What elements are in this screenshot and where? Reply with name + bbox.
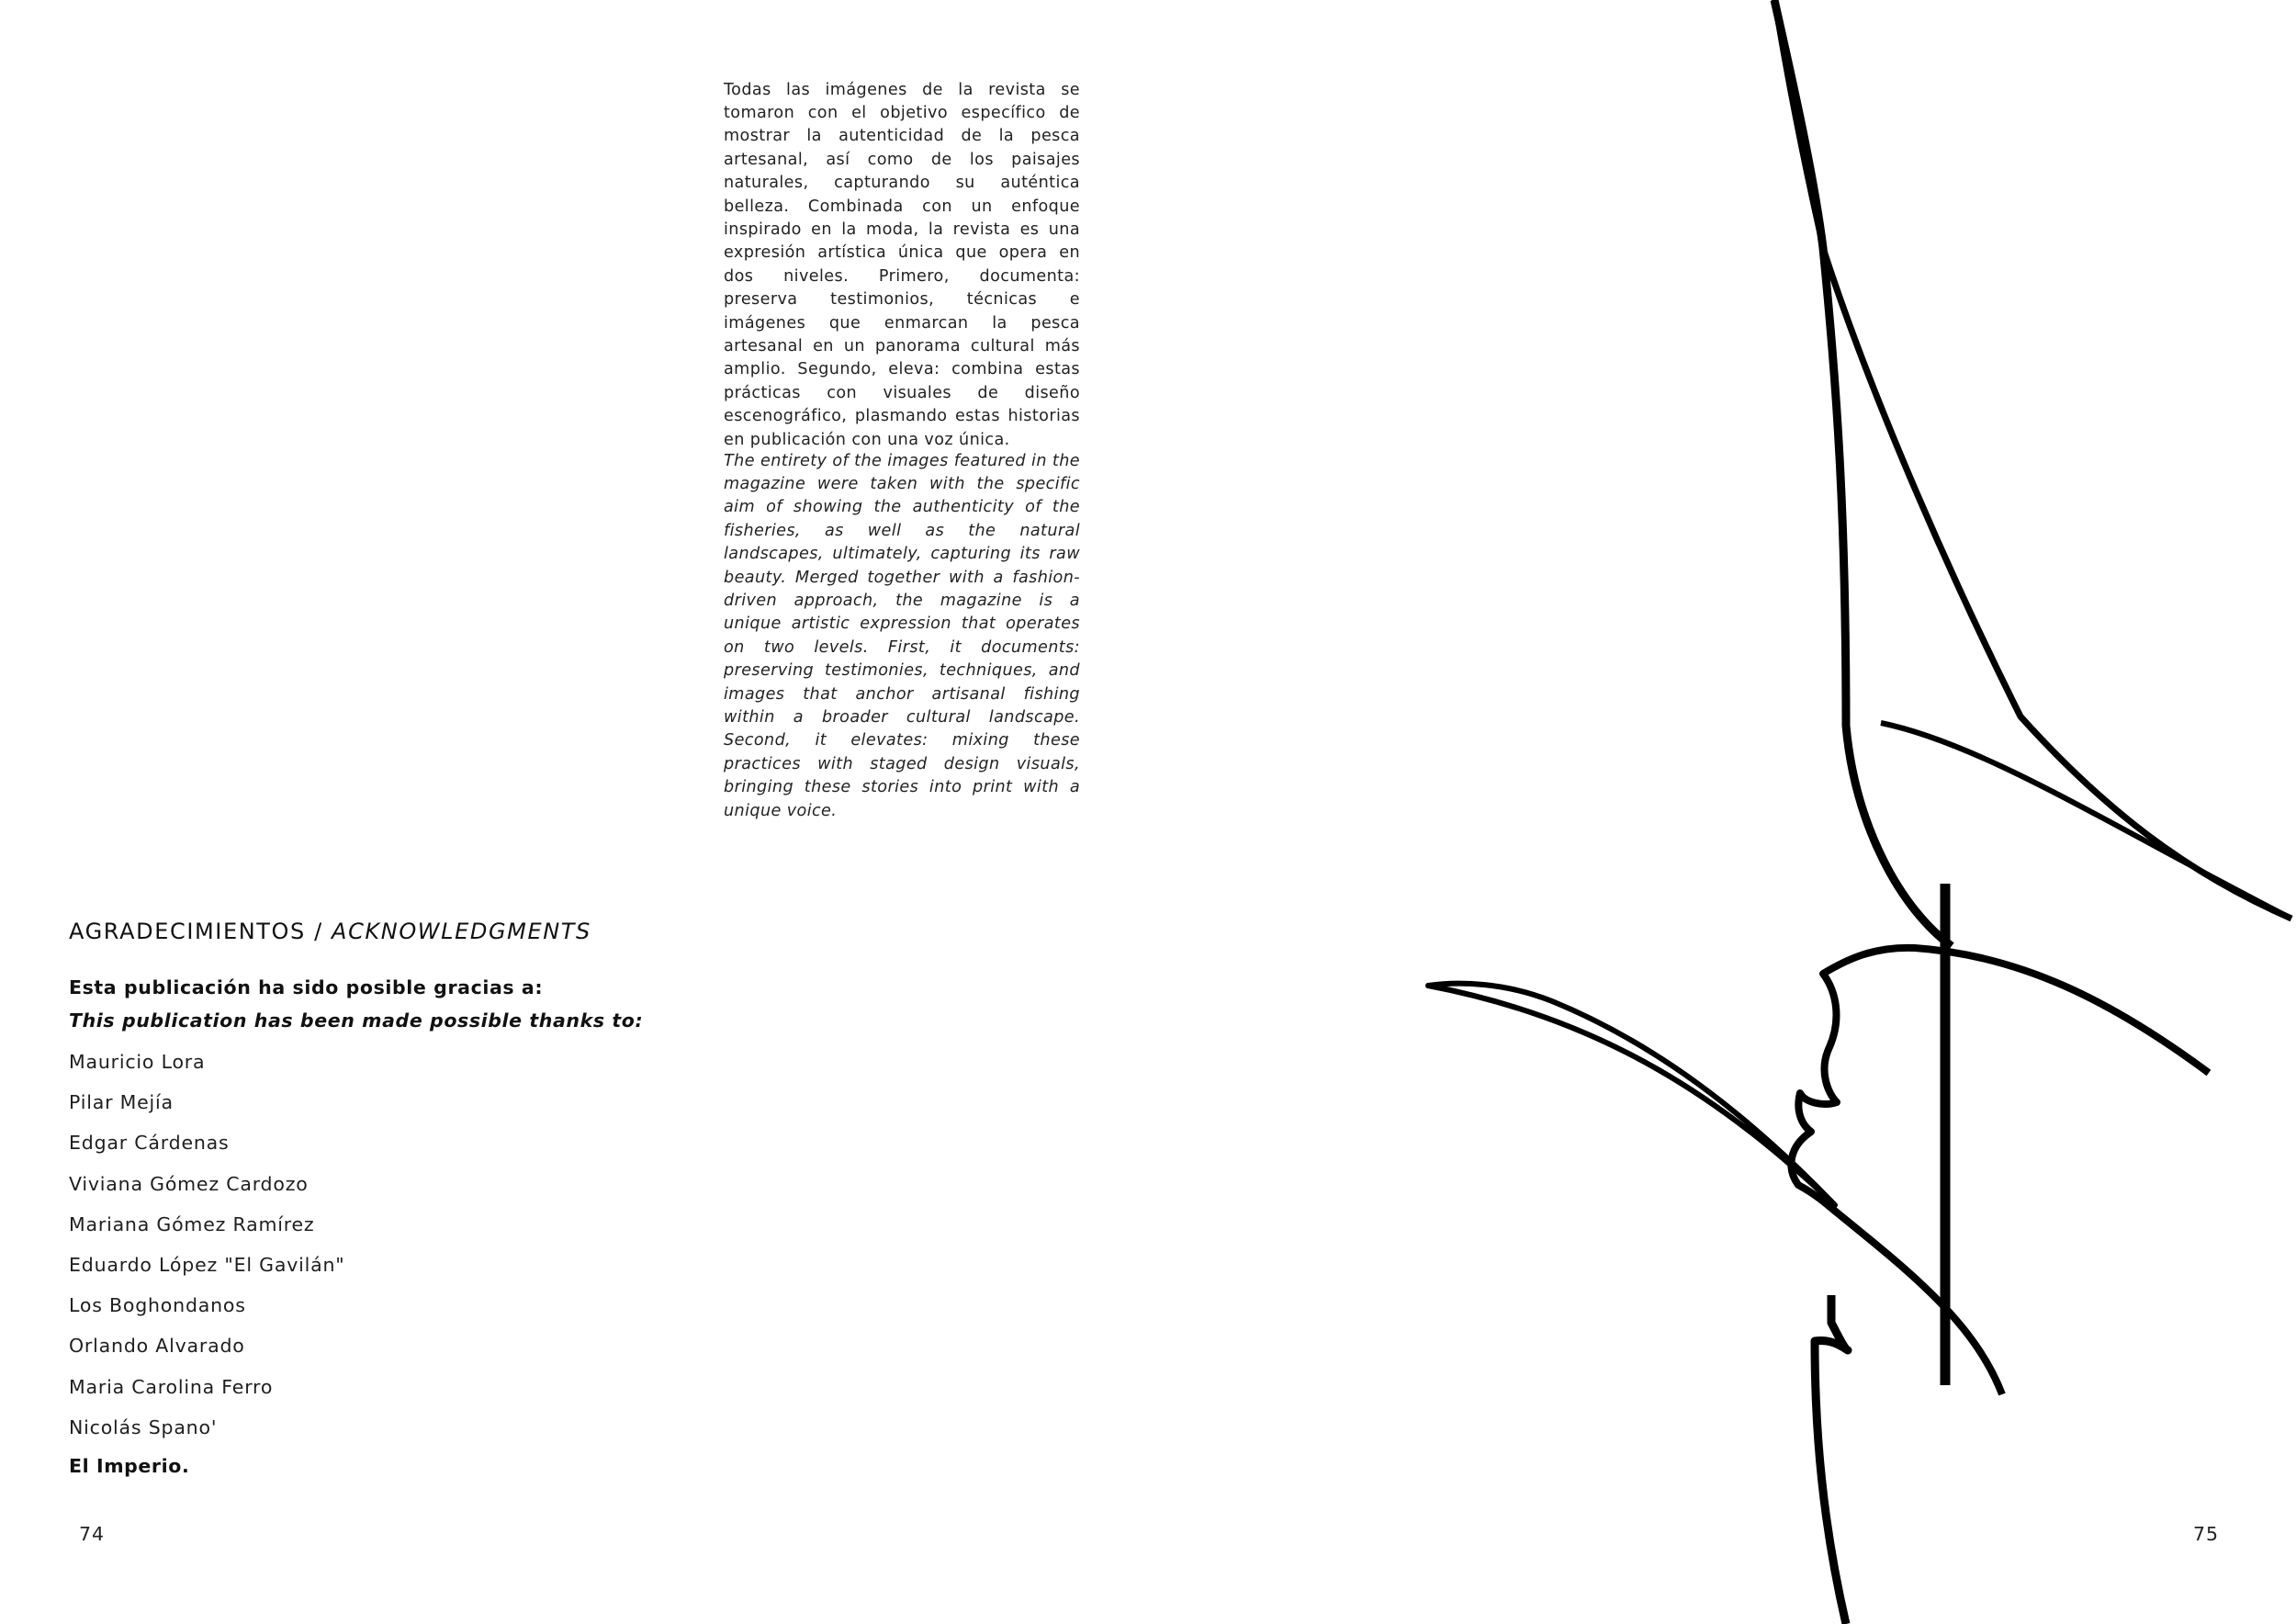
list-item: Viviana Gómez Cardozo [69, 1172, 309, 1195]
title-english: ACKNOWLEDGMENTS [332, 919, 591, 944]
lead-spanish: Esta publicación ha sido posible gracias a: [69, 976, 544, 998]
page-number-right: 75 [2193, 1523, 2220, 1545]
lead-english: This publication has been made possible thanks to: [69, 1009, 644, 1032]
list-item: Eduardo López "El Gavilán" [69, 1254, 345, 1277]
names-list [69, 1042, 712, 1448]
closing-line: El Imperio. [69, 1455, 190, 1478]
illustration-top-wedge [1774, 0, 1823, 248]
line-illustration [1378, 0, 2296, 1624]
list-item: Los Boghondanos [69, 1294, 246, 1317]
page-number-left: 74 [79, 1523, 106, 1545]
list-item: Maria Carolina Ferro [69, 1375, 274, 1398]
acknowledgments-title [69, 919, 712, 944]
illustration-left-feather [1428, 984, 1835, 1205]
acknowledgments-section [69, 919, 712, 1484]
illustration-diagonal-stroke [1823, 248, 2291, 919]
intro-text-spanish: Todas las imágenes de la revista se tomaron con el objetivo específico de mostrar la autenticidad de la pesca artesanal, así como de los paisajes naturales, capturando su auténtica belleza. Combinada con un enfoque inspirado en la moda, la revista es una expresión artística única que opera en dos niveles. Primero, documenta: preserva testimonios, técnicas e imágenes que enmarcan la pesca artesanal en un panorama cultural más amplio. Segundo, eleva: combina estas prácticas con visuales de diseño escenográfico, plasmando estas historias en publicación con una voz única. [724, 80, 1080, 449]
list-item: Mariana Gómez Ramírez [69, 1212, 315, 1235]
list-item: Nicolás Spano' [69, 1415, 218, 1438]
list-item: Pilar Mejía [69, 1091, 174, 1114]
illustration-lower-hook [1815, 1295, 1848, 1624]
list-item: Edgar Cárdenas [69, 1132, 230, 1155]
illustration-profile [1791, 948, 2209, 1394]
list-item: Orlando Alvarado [69, 1335, 245, 1358]
list-item: Mauricio Lora [69, 1051, 206, 1073]
title-separator: / [314, 919, 323, 944]
intro-text-english: The entirety of the images featured in the magazine were taken with the specific aim of showing the authenticity of the fisheries, as well as the natural landscapes, ultimately, capturing its raw beauty. Merged together with a fashion-driven approach, the magazine is a unique artistic expression that operates on two levels. First, it documents: preserving testimonies, techniques, and images that anchor artisanal fishing within a broader cultural landscape. Second, it elevates: mixing these practices with staged design visuals, bringing these stories into print with a unique voice. [724, 451, 1080, 820]
title-spanish: AGRADECIMIENTOS [69, 919, 306, 944]
